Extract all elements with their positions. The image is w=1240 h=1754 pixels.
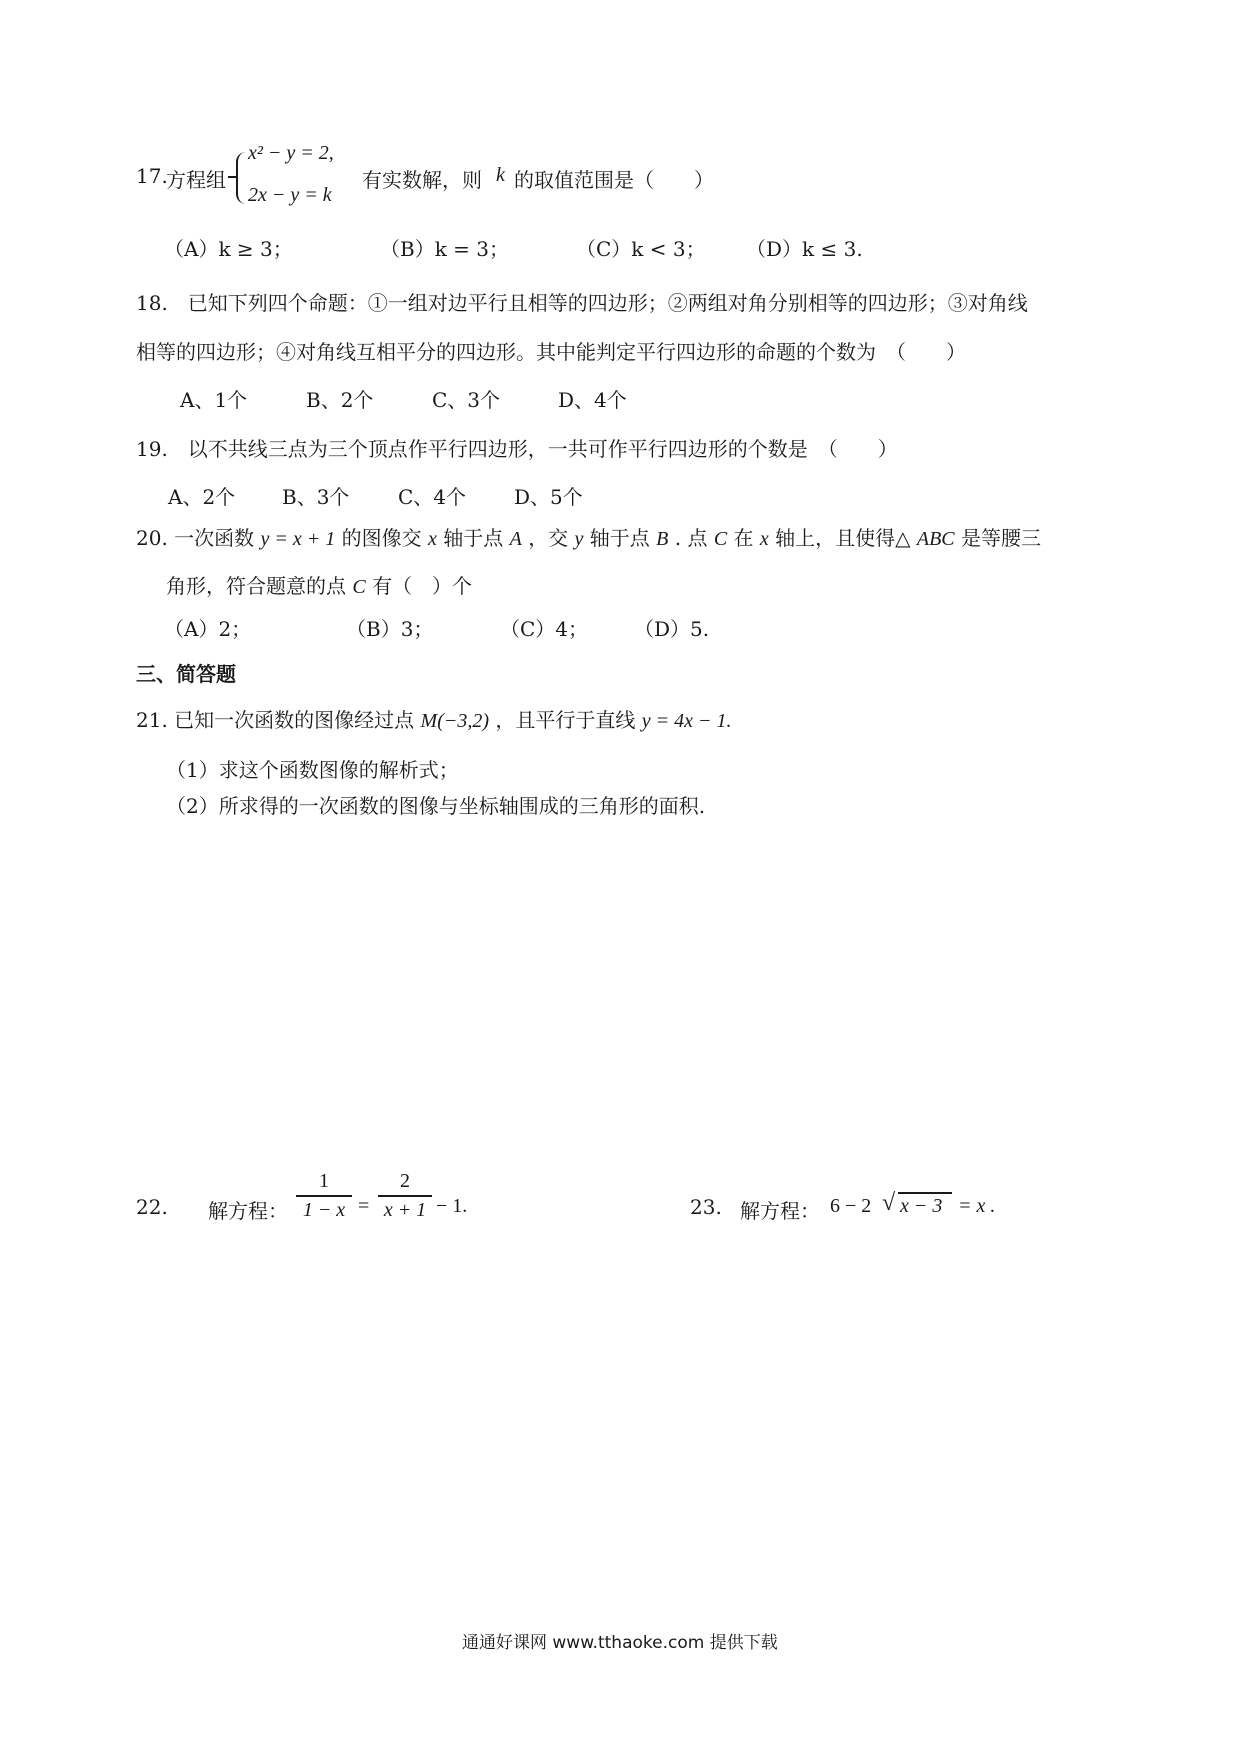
q20-text-i: 是等腰三 (961, 526, 1042, 550)
q17-option-c: （C）k < 3； (576, 237, 706, 261)
q22-rhs-fraction (378, 1170, 432, 1222)
q20-line-1 (136, 522, 1041, 551)
q22-tail: − 1. (436, 1195, 468, 1217)
q20-text-j: 角形，符合题意的点 (166, 574, 346, 598)
q22-lhs-denominator: 1 − x (302, 1199, 346, 1221)
q19-option-a: A、2个 (168, 485, 236, 509)
q18-line-1: 18. 已知下列四个命题：①一组对边平行且相等的四边形；②两组对角分别相等的四边形；③对角线 (136, 291, 1028, 315)
q17-stem-end: 的取值范围是（ ） (514, 168, 714, 192)
q20-text-d: ，交 (528, 526, 569, 550)
q18-line-2: 相等的四边形；④对角线互相平分的四边形。其中能判定平行四边形的命题的个数为 （ ） (136, 340, 966, 364)
q20-triangle-abc: ABC (916, 528, 955, 550)
q23-label: 解方程： (740, 1199, 820, 1223)
q18-option-d: D、4个 (558, 388, 627, 412)
q19-option-b: B、3个 (282, 485, 350, 509)
q17-option-a: （A）k ≥ 3； (164, 237, 293, 261)
q22-equals: = (358, 1195, 370, 1217)
q21-line-equation: y = 4x − 1. (641, 710, 732, 732)
q17-stem-prefix: 方程组 (166, 168, 226, 192)
q20-text-b: 的图像交 (341, 526, 422, 550)
q20-x-axis-var: x (428, 528, 437, 550)
q17-stem-suffix: 有实数解，则 (362, 168, 482, 192)
q22-rhs-numerator: 2 (400, 1170, 410, 1192)
q22-lhs-numerator: 1 (319, 1170, 329, 1192)
q23-prefix: 6 − 2 (830, 1195, 872, 1217)
q23-sqrt-bar (898, 1192, 952, 1194)
q20-y-axis-var: y (574, 528, 584, 550)
q17-variable: k (496, 164, 505, 186)
q22-number: 22. (136, 1195, 168, 1219)
q17-option-b: （B）k = 3； (380, 237, 510, 261)
q19-line-1: 19. 以不共线三点为三个顶点作平行四边形，一共可作平行四边形的个数是 （ ） (136, 437, 898, 461)
q22-lhs-fraction (296, 1170, 352, 1222)
q17-number: 17. (136, 164, 168, 188)
q20-x-axis-var-2: x (759, 528, 769, 550)
q18-option-c: C、3个 (432, 388, 501, 412)
q21-point-m: M(−3,2) (420, 710, 490, 732)
q20-option-b: （B）3； (346, 617, 434, 641)
q18-option-b: B、2个 (306, 388, 374, 412)
q23-number: 23. (690, 1195, 722, 1219)
q20-option-d: （D）5. (634, 617, 710, 641)
q19-option-c: C、4个 (398, 485, 467, 509)
q18-option-a: A、1个 (180, 388, 248, 412)
section-heading: 三、简答题 (136, 662, 236, 686)
q20-text-e: 轴于点 (589, 526, 650, 550)
q19-option-d: D、5个 (514, 485, 583, 509)
q22-label: 解方程： (208, 1199, 288, 1223)
q20-point-c: C (713, 528, 728, 550)
q22-rhs-denominator: x + 1 (383, 1199, 427, 1221)
q21-text-b: ，且平行于直线 (495, 708, 636, 732)
q23-rhs: = x . (958, 1195, 996, 1217)
q20-option-a: （A）2； (164, 617, 252, 641)
q17-equation-2: 2x − y = k (248, 184, 332, 206)
q20-text-k: 有（ ）个 (372, 574, 473, 598)
q20-text-c: 轴于点 (443, 526, 504, 550)
q23-radicand: x − 3 (900, 1195, 943, 1217)
q21-sub-2: （2）所求得的一次函数的图像与坐标轴围成的三角形的面积. (166, 794, 706, 818)
q20-point-b: B (656, 528, 669, 550)
q20-option-c: （C）4； (500, 617, 589, 641)
q22-rhs-fraction-bar (378, 1195, 432, 1197)
q20-equation: y = x + 1 (260, 528, 336, 550)
page-footer: 通通好课网 www.tthaoke.com 提供下载 (462, 1633, 778, 1653)
q20-point-a: A (509, 528, 522, 550)
q21-line-1 (136, 704, 731, 733)
q20-text-f: . 点 (674, 526, 708, 550)
q20-line-2 (166, 570, 472, 599)
q17-option-d: （D）k ≤ 3. (746, 237, 863, 261)
q21-sub-1: （1）求这个函数图像的解析式； (166, 758, 459, 782)
q20-point-c-2: C (352, 576, 366, 598)
q21-text-a: 21. 已知一次函数的图像经过点 (136, 708, 415, 732)
q17-equation-1: x² − y = 2, (248, 142, 334, 164)
q20-text-h: 轴上，且使得△ (775, 526, 911, 550)
q22-lhs-fraction-bar (296, 1195, 352, 1197)
q20-text-a: 20. 一次函数 (136, 526, 255, 550)
equation-system-brace (236, 152, 248, 204)
q20-text-g: 在 (733, 526, 754, 550)
sqrt-symbol-icon: √ (882, 1190, 896, 1216)
